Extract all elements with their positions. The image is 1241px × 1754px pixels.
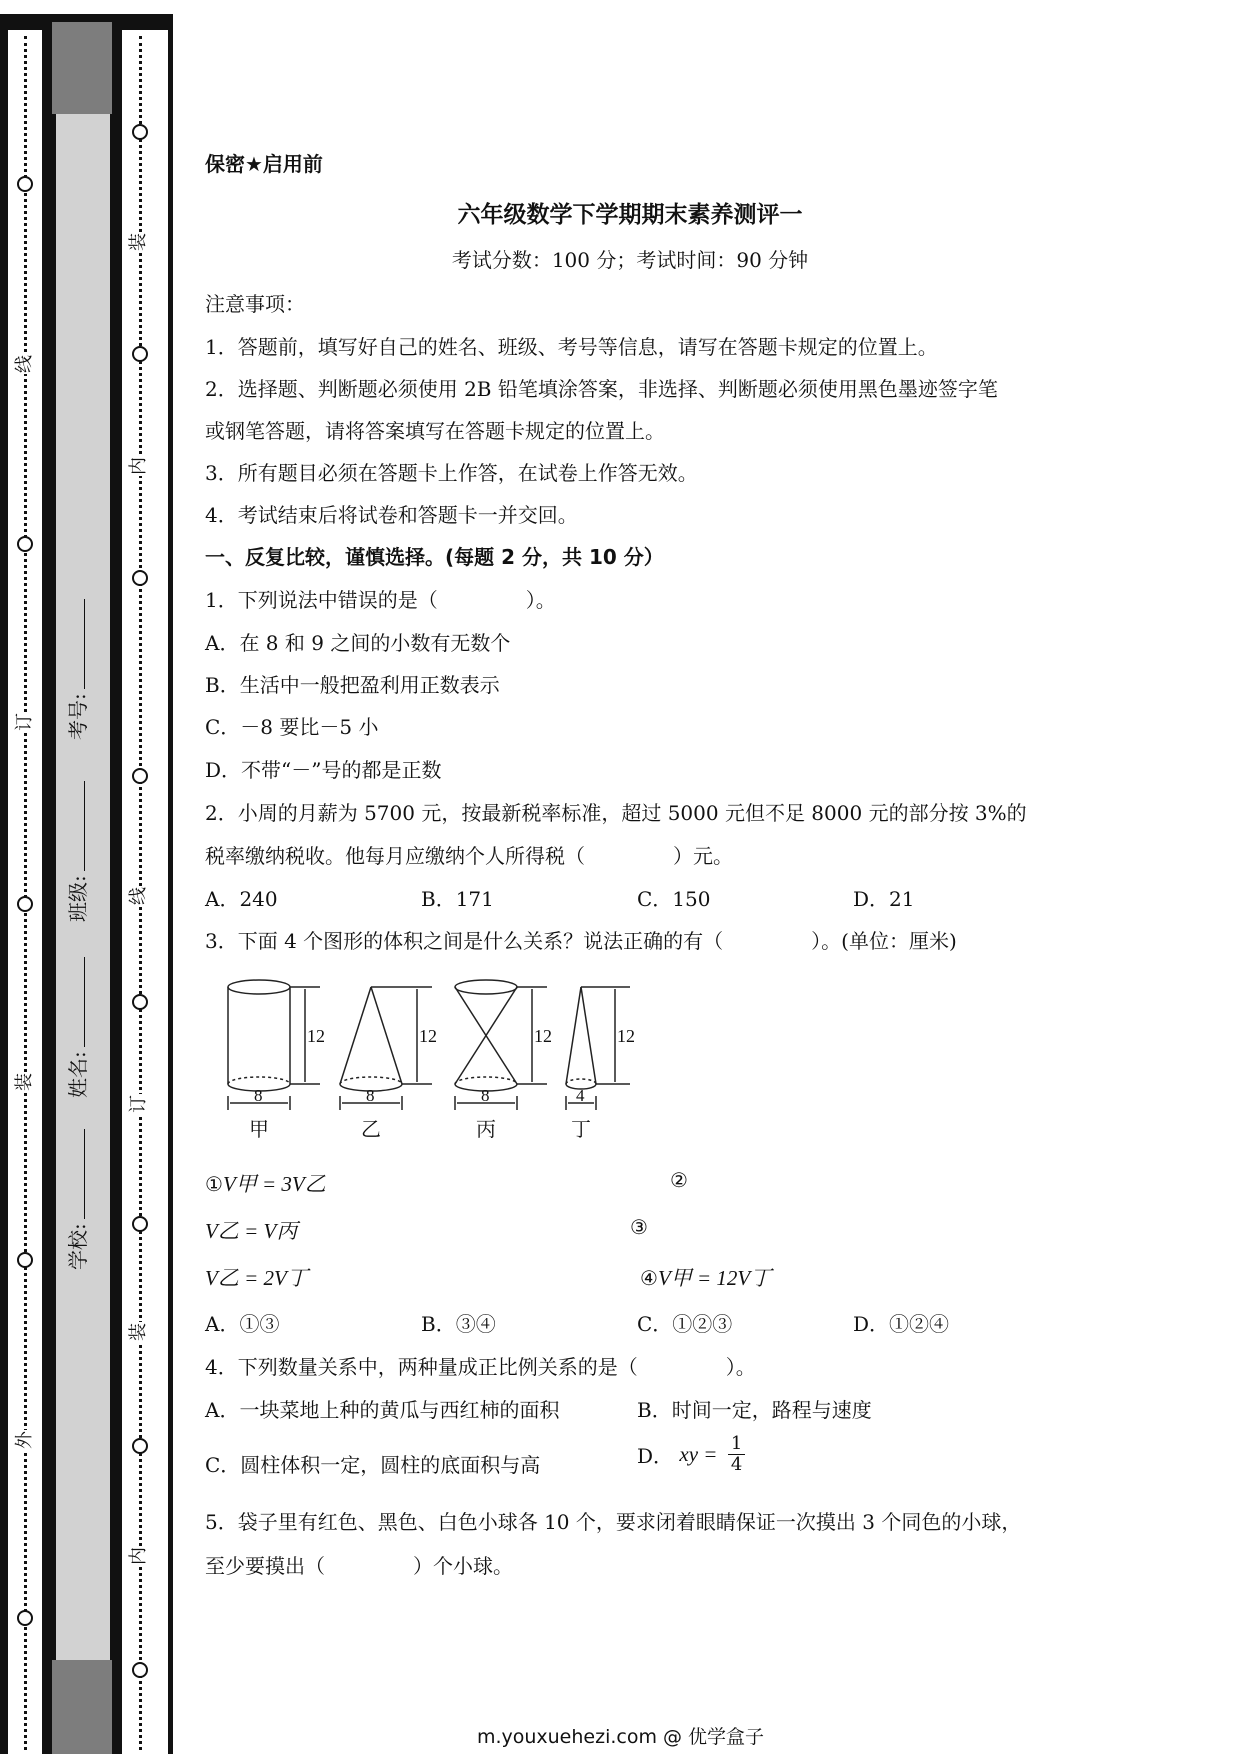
exam-number-label: 考号: xyxy=(66,693,90,740)
exam-info: 考试分数：100 分；考试时间：90 分钟 xyxy=(451,248,809,272)
margin-circle xyxy=(17,1610,33,1626)
margin-char-ding: 订 xyxy=(14,713,35,731)
diameter-label: 8 xyxy=(366,1086,375,1105)
q3-statement-2: V乙 = V丙 xyxy=(205,1219,298,1243)
q2-option-a[interactable]: A．240 xyxy=(205,887,278,911)
q4-option-d[interactable]: D． xy = $\frac{1}{4}$ xyxy=(637,1434,745,1475)
question-5-line1: 5．袋子里有红色、黑色、白色小球各 10 个，要求闭着眼睛保证一次摸出 3 个同色的小球， xyxy=(205,1510,1022,1534)
margin-circle xyxy=(132,124,148,140)
margin-circle xyxy=(132,994,148,1010)
q3-option-c[interactable]: C．①②③ xyxy=(637,1312,733,1336)
note-item: 2．选择题、判断题必须使用 2B 铅笔填涂答案，非选择、判断题必须使用黑色墨迹签字笔 xyxy=(205,377,998,401)
diameter-label: 8 xyxy=(254,1086,263,1105)
note-item: 1．答题前，填写好自己的姓名、班级、考号等信息，请写在答题卡规定的位置上。 xyxy=(205,335,938,359)
margin-circle xyxy=(132,1438,148,1454)
question-2-line2: 税率缴纳税收。他每月应缴纳个人所得税（ ）元。 xyxy=(205,844,733,868)
question-3-stem: 3．下面 4 个图形的体积之间是什么关系？说法正确的有（ ）。(单位：厘米) xyxy=(205,929,957,953)
q2-option-d[interactable]: D．21 xyxy=(853,887,915,911)
q3-option-d[interactable]: D．①②④ xyxy=(853,1312,950,1336)
margin-char-zhuang: 装 xyxy=(128,1323,149,1341)
margin-circle xyxy=(132,570,148,586)
binding-margin xyxy=(0,0,175,1754)
margin-char-xian: 线 xyxy=(128,887,149,905)
margin-circle xyxy=(132,768,148,784)
margin-circle xyxy=(132,1216,148,1232)
q3-statement-4: ④V甲 = 12V丁 xyxy=(640,1266,772,1290)
margin-circle xyxy=(17,176,33,192)
margin-circle xyxy=(17,896,33,912)
figure-name: 乙 xyxy=(361,1119,381,1141)
q3-option-b[interactable]: B．③④ xyxy=(421,1312,496,1336)
q4-option-c[interactable]: C．圆柱体积一定，圆柱的底面积与高 xyxy=(205,1453,541,1477)
name-field[interactable] xyxy=(62,957,91,1098)
q3-statement-3: V乙 = 2V丁 xyxy=(205,1266,308,1290)
notes-heading: 注意事项： xyxy=(205,292,305,316)
height-label: 12 xyxy=(307,1026,325,1046)
class-label: 班级: xyxy=(66,875,90,922)
footer-watermark[interactable]: m.youxuehezi.com @ 优学盒子 xyxy=(476,1726,765,1748)
q3-statement-2-mark: ② xyxy=(670,1168,688,1192)
section-heading: 一、反复比较，谨慎选择。(每题 2 分，共 10 分） xyxy=(205,545,664,569)
q1-option-a[interactable]: A．在 8 和 9 之间的小数有无数个 xyxy=(205,631,511,655)
margin-char-zhuang: 装 xyxy=(14,1073,35,1091)
height-label: 12 xyxy=(617,1026,635,1046)
school-field[interactable] xyxy=(62,1129,91,1270)
figure-name: 甲 xyxy=(249,1119,269,1141)
note-item: 或钢笔答题，请将答案填写在答题卡规定的位置上。 xyxy=(205,419,665,443)
question-4-stem: 4．下列数量关系中，两种量成正比例关系的是（ ）。 xyxy=(205,1355,756,1379)
exam-number-field[interactable] xyxy=(62,599,91,740)
q3-statement-3-mark: ③ xyxy=(630,1215,648,1239)
diameter-label: 4 xyxy=(576,1086,585,1105)
q4-option-a[interactable]: A．一块菜地上种的黄瓜与西红柿的面积 xyxy=(205,1398,560,1422)
margin-circle xyxy=(17,536,33,552)
margin-gray-cap-top xyxy=(52,22,112,114)
q1-option-c[interactable]: C．－8 要比－5 小 xyxy=(205,715,379,739)
margin-dotted-line-outer xyxy=(24,36,27,1750)
height-label: 12 xyxy=(534,1026,552,1046)
name-label: 姓名: xyxy=(66,1051,90,1098)
margin-circle xyxy=(132,346,148,362)
secret-label: 保密★启用前 xyxy=(205,152,323,176)
question-2-line1: 2．小周的月薪为 5700 元，按最新税率标准，超过 5000 元但不足 8000 元的部分按 3%的 xyxy=(205,801,1027,825)
school-label: 学校: xyxy=(66,1223,90,1270)
solids-figure xyxy=(210,972,690,1147)
question-5-line2: 至少要摸出（ ）个小球。 xyxy=(205,1554,513,1578)
q2-option-c[interactable]: C．150 xyxy=(637,887,711,911)
page-title: 六年级数学下学期期末素养测评一 xyxy=(457,202,803,228)
margin-char-nei: 内 xyxy=(128,1547,149,1565)
note-item: 3．所有题目必须在答题卡上作答，在试卷上作答无效。 xyxy=(205,461,698,485)
figure-name: 丁 xyxy=(571,1119,591,1141)
question-1-stem: 1．下列说法中错误的是（ ）。 xyxy=(205,588,556,612)
q4-option-b[interactable]: B．时间一定，路程与速度 xyxy=(637,1398,872,1422)
margin-circle xyxy=(17,1252,33,1268)
height-label: 12 xyxy=(419,1026,437,1046)
q3-option-a[interactable]: A．①③ xyxy=(205,1312,280,1336)
margin-char-nei: 内 xyxy=(128,457,149,475)
margin-char-wai: 外 xyxy=(14,1431,35,1449)
margin-char-zhuang: 装 xyxy=(128,233,149,251)
q3-statement-1: ①V甲 = 3V乙 xyxy=(205,1172,326,1196)
class-field[interactable] xyxy=(62,781,91,922)
figure-name: 丙 xyxy=(476,1119,496,1141)
q1-option-d[interactable]: D．不带“－”号的都是正数 xyxy=(205,758,442,782)
note-item: 4．考试结束后将试卷和答题卡一并交回。 xyxy=(205,503,578,527)
margin-char-ding: 订 xyxy=(128,1095,149,1113)
q1-option-b[interactable]: B．生活中一般把盈利用正数表示 xyxy=(205,673,500,697)
diameter-label: 8 xyxy=(481,1086,490,1105)
margin-circle xyxy=(132,1662,148,1678)
margin-char-xian: 线 xyxy=(14,355,35,373)
q2-option-b[interactable]: B．171 xyxy=(421,887,494,911)
